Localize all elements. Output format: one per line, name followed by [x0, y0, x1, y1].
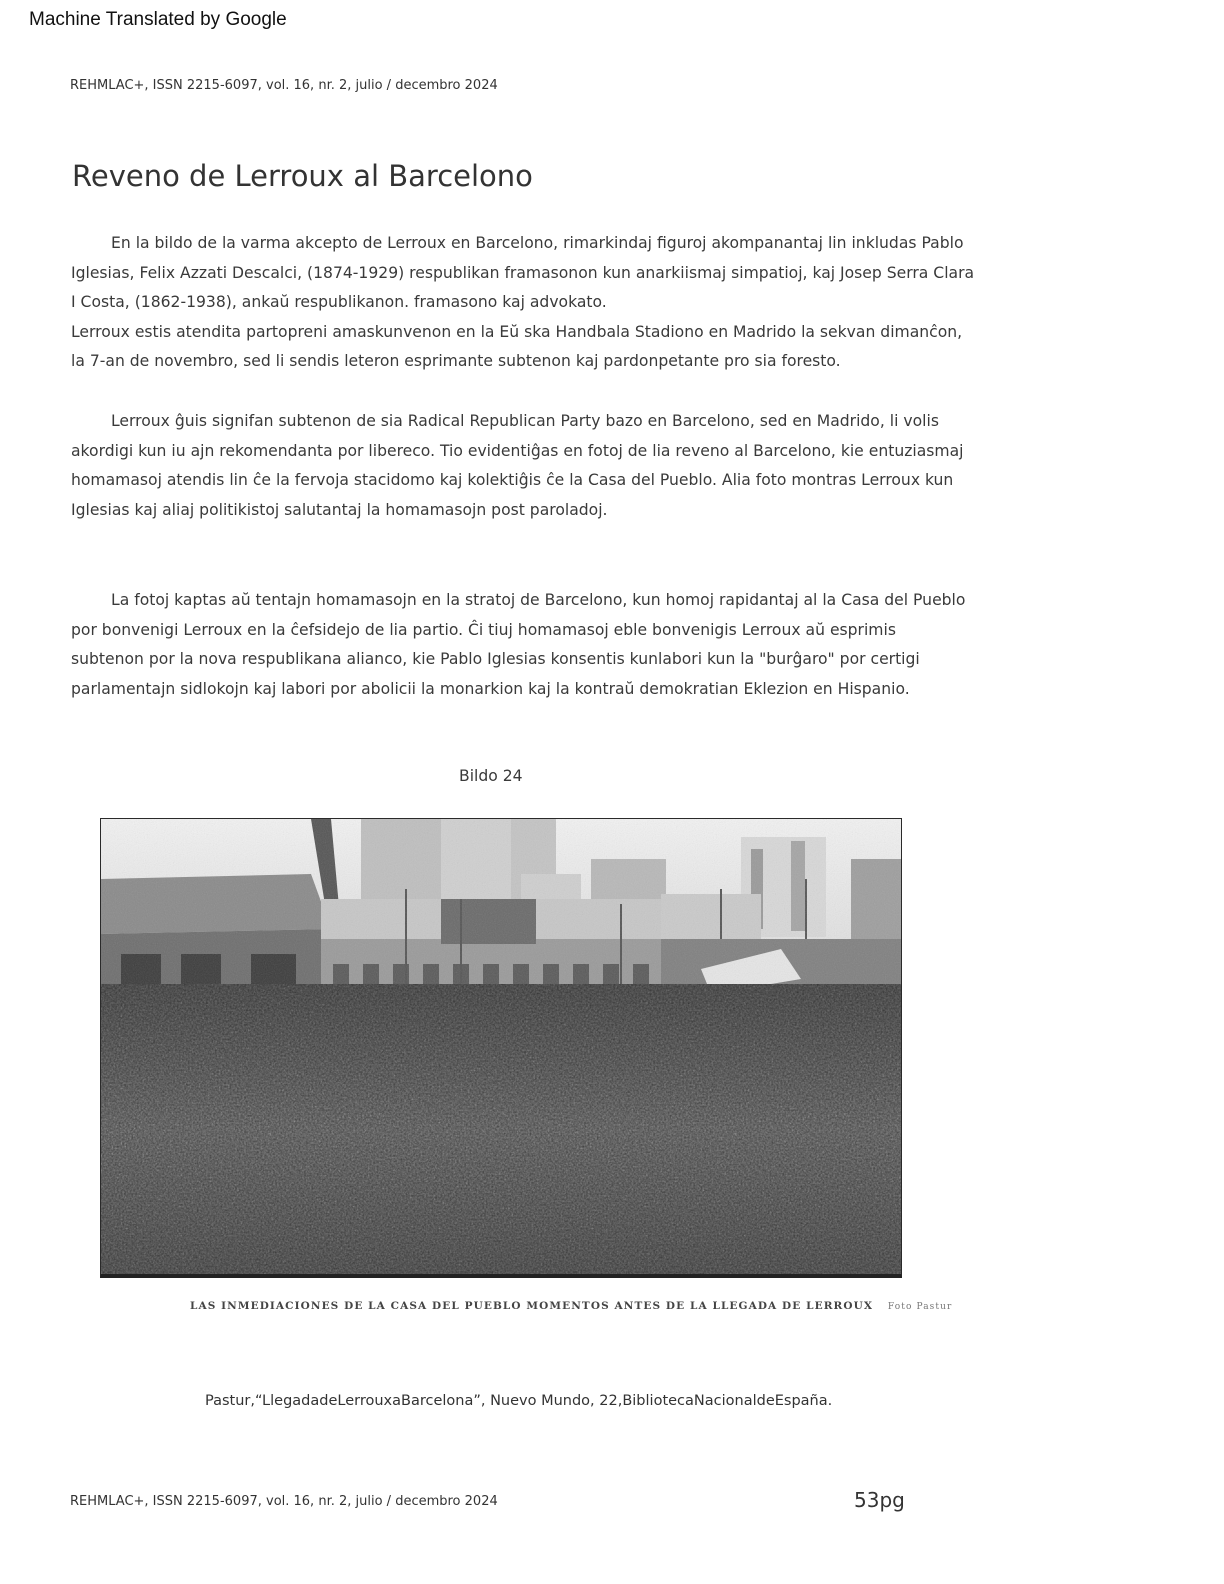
- crowd-photo: [100, 818, 902, 1278]
- paragraph-line: por bonvenigi Lerroux en la ĉefsidejo de lia partio. Ĉi tiuj homamasoj eble bonvenigis Lerroux aŭ esprimis: [71, 620, 896, 639]
- paragraph-line: akordigi kun iu ajn rekomendanta por libereco. Tio evidentiĝas en fotoj de lia reveno al Barcelono, kie entuziasmaj: [71, 441, 964, 460]
- figure-source: Pastur,“LlegadadeLerrouxaBarcelona”, Nuevo Mundo, 22,BibliotecaNacionaldeEspaña.: [205, 1393, 833, 1409]
- page-number: 53pg: [854, 1488, 905, 1512]
- paragraph-line: En la bildo de la varma akcepto de Lerroux en Barcelono, rimarkindaj figuroj akompanantaj lin inkludas Pablo: [111, 234, 964, 252]
- running-header-top: REHMLAC+, ISSN 2215-6097, vol. 16, nr. 2, julio / decembro 2024: [70, 78, 498, 93]
- paragraph-line: Lerroux estis atendita partopreni amaskunvenon en la Eŭ ska Handbala Stadiono en Madrido la sekvan dimanĉon,: [71, 322, 963, 341]
- paragraph-line: Iglesias, Felix Azzati Descalci, (1874-1929) respublikan framasonon kun anarkiismaj simpatioj, kaj Josep Serra Clara: [71, 263, 975, 282]
- paragraph-line: Lerroux ĝuis signifan subtenon de sia Radical Republican Party bazo en Barcelono, sed en Madrido, li volis: [111, 412, 939, 430]
- paragraph-line: parlamentajn sidlokojn kaj labori por abolicii la monarkion kaj la kontraŭ demokratian Eklezion en Hispanio.: [71, 679, 910, 698]
- paragraph-line: subtenon por la nova respublikana alianco, kie Pablo Iglesias konsentis kunlabori kun la "burĝaro" por certigi: [71, 650, 920, 669]
- photo-credit: Foto Pastur: [887, 1302, 953, 1312]
- paragraph-line: Iglesias kaj aliaj politikistoj salutantaj la homamasojn post paroladoj.: [71, 500, 608, 519]
- section-title: Reveno de Lerroux al Barcelono: [72, 159, 533, 193]
- paragraph-2: [71, 407, 964, 525]
- photo-caption: [190, 1300, 953, 1312]
- running-header-bottom: REHMLAC+, ISSN 2215-6097, vol. 16, nr. 2, julio / decembro 2024: [70, 1494, 498, 1509]
- paragraph-line: la 7-an de novembro, sed li sendis leteron esprimante subtenon kaj pardonpetante pro sia foresto.: [71, 352, 841, 371]
- paragraph-line: La fotoj kaptas aŭ tentajn homamasojn en la stratoj de Barcelono, kun homoj rapidantaj al la Casa del Pueblo: [111, 591, 966, 609]
- paragraph-line: homamasoj atendis lin ĉe la fervoja stacidomo kaj kolektiĝis ĉe la Casa del Pueblo. Alia foto montras Lerroux kun: [71, 471, 954, 490]
- paragraph-line: I Costa, (1862-1938), ankaŭ respublikanon. framasono kaj advokato.: [71, 293, 607, 312]
- machine-translation-banner: Machine Translated by Google: [29, 9, 287, 30]
- figure-label: Bildo 24: [459, 767, 523, 785]
- paragraph-1: [71, 229, 975, 377]
- photo-caption-text: LAS INMEDIACIONES DE LA CASA DEL PUEBLO MOMENTOS ANTES DE LA LLEGADA DE LERROUX: [190, 1300, 874, 1312]
- paragraph-3: [71, 586, 966, 704]
